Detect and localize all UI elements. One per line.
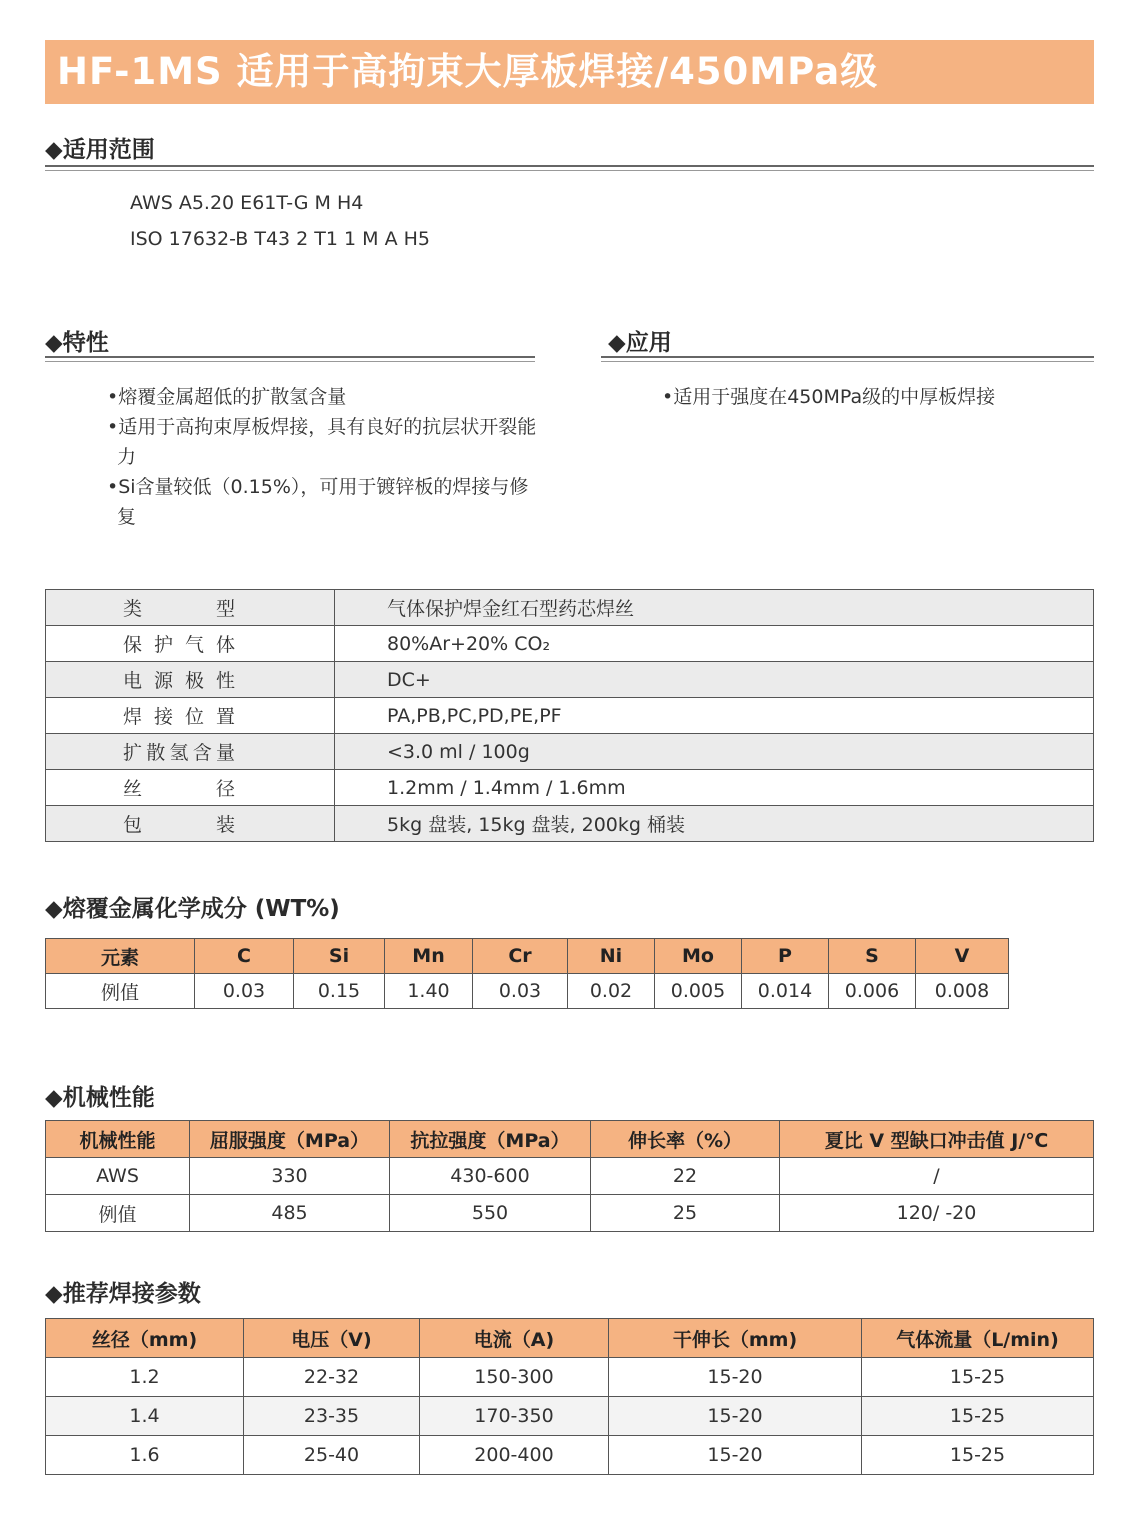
spec-value: 5kg 盘装, 15kg 盘装, 200kg 桶装 — [335, 806, 1094, 842]
table-cell: 1.40 — [385, 974, 473, 1009]
table-cell: 170-350 — [420, 1397, 609, 1436]
table-header: 干伸长（mm) — [609, 1319, 862, 1358]
spec-label: 丝径 — [123, 778, 235, 800]
chemical-table — [45, 938, 1009, 1009]
table-header: P — [742, 939, 829, 974]
table-cell: 0.008 — [916, 974, 1009, 1009]
spec-value: <3.0 ml / 100g — [335, 734, 1094, 770]
application-item: •适用于强度在450MPa级的中厚板焊接 — [662, 386, 996, 408]
spec-row — [46, 770, 1094, 806]
scope-heading: ◆适用范围 — [45, 137, 155, 163]
table-cell: 15-25 — [862, 1358, 1094, 1397]
application-list — [662, 382, 1092, 412]
table-header-row — [46, 1319, 1094, 1358]
spec-label: 包装 — [123, 814, 235, 836]
table-header: Ni — [568, 939, 655, 974]
table-header: 机械性能 — [46, 1121, 190, 1158]
spec-row — [46, 698, 1094, 734]
spec-label: 焊接位置 — [123, 706, 235, 728]
table-cell: 15-20 — [609, 1397, 862, 1436]
spec-row — [46, 662, 1094, 698]
table-header-row — [46, 939, 1009, 974]
table-header: 屈服强度（MPa） — [190, 1121, 390, 1158]
spec-value: 80%Ar+20% CO₂ — [335, 626, 1094, 662]
table-header: 元素 — [46, 939, 195, 974]
table-row — [46, 1158, 1094, 1195]
spec-row — [46, 626, 1094, 662]
table-cell: 15-20 — [609, 1358, 862, 1397]
spec-label: 扩散氢含量 — [123, 742, 235, 764]
table-header: Mn — [385, 939, 473, 974]
table-cell: 0.006 — [829, 974, 916, 1009]
features-heading: ◆特性 — [45, 330, 109, 356]
table-header: 抗拉强度（MPa） — [390, 1121, 591, 1158]
table-cell: 0.15 — [294, 974, 385, 1009]
table-header: V — [916, 939, 1009, 974]
table-cell: 485 — [190, 1195, 390, 1232]
table-cell: 22 — [591, 1158, 780, 1195]
spec-label: 保护气体 — [123, 634, 235, 656]
spec-label: 电源极性 — [123, 670, 235, 692]
spec-value: 1.2mm / 1.4mm / 1.6mm — [335, 770, 1094, 806]
spec-value: DC+ — [335, 662, 1094, 698]
spec-label: 类型 — [123, 598, 235, 620]
table-cell: 25 — [591, 1195, 780, 1232]
table-cell: 1.2 — [46, 1358, 244, 1397]
spec-row — [46, 590, 1094, 626]
table-cell: 15-25 — [862, 1397, 1094, 1436]
welding-heading: ◆推荐焊接参数 — [45, 1281, 201, 1307]
feature-item: •适用于高拘束厚板焊接，具有良好的抗层状开裂能力 — [107, 416, 537, 468]
table-cell: 0.03 — [473, 974, 568, 1009]
spec-value: PA,PB,PC,PD,PE,PF — [335, 698, 1094, 734]
table-cell: 例值 — [46, 974, 195, 1009]
mechanical-heading: ◆机械性能 — [45, 1085, 155, 1111]
table-cell: 150-300 — [420, 1358, 609, 1397]
table-header: S — [829, 939, 916, 974]
spec-row — [46, 734, 1094, 770]
table-row — [46, 1195, 1094, 1232]
features-list — [107, 382, 542, 532]
table-header: Cr — [473, 939, 568, 974]
table-cell: 120/ -20 — [780, 1195, 1094, 1232]
scope-line: AWS A5.20 E61T-G M H4 — [130, 192, 364, 214]
table-cell: 0.02 — [568, 974, 655, 1009]
application-divider — [601, 356, 1094, 362]
table-header: 丝径（mm) — [46, 1319, 244, 1358]
table-header: Si — [294, 939, 385, 974]
feature-item: •Si含量较低（0.15%），可用于镀锌板的焊接与修复 — [107, 476, 529, 528]
scope-line: ISO 17632-B T43 2 T1 1 M A H5 — [130, 228, 431, 250]
table-cell: 0.005 — [655, 974, 742, 1009]
table-cell: 15-20 — [609, 1436, 862, 1475]
table-header: C — [195, 939, 294, 974]
table-cell: 15-25 — [862, 1436, 1094, 1475]
table-header: Mo — [655, 939, 742, 974]
table-cell: AWS — [46, 1158, 190, 1195]
application-heading: ◆应用 — [608, 330, 672, 356]
features-divider — [45, 356, 535, 362]
table-cell: 25-40 — [244, 1436, 420, 1475]
table-cell: 550 — [390, 1195, 591, 1232]
page-title: HF-1MS 适用于高拘束大厚板焊接/450MPa级 — [45, 40, 1094, 104]
table-header: 伸长率（%） — [591, 1121, 780, 1158]
spec-table — [45, 589, 1094, 842]
table-header-row — [46, 1121, 1094, 1158]
table-row — [46, 974, 1009, 1009]
scope-divider — [45, 165, 1094, 171]
table-cell: 430-600 — [390, 1158, 591, 1195]
table-row — [46, 1397, 1094, 1436]
spec-value: 气体保护焊金红石型药芯焊丝 — [335, 590, 1094, 626]
chemical-heading: ◆熔覆金属化学成分 (WT%) — [45, 896, 340, 922]
table-header: 气体流量（L/min) — [862, 1319, 1094, 1358]
table-row — [46, 1436, 1094, 1475]
table-cell: 例值 — [46, 1195, 190, 1232]
mechanical-table — [45, 1120, 1094, 1232]
table-header: 夏比 V 型缺口冲击值 J/℃ — [780, 1121, 1094, 1158]
table-cell: 0.014 — [742, 974, 829, 1009]
table-header: 电流（A) — [420, 1319, 609, 1358]
table-cell: 23-35 — [244, 1397, 420, 1436]
table-header: 电压（V) — [244, 1319, 420, 1358]
table-cell: 330 — [190, 1158, 390, 1195]
spec-row — [46, 806, 1094, 842]
table-row — [46, 1358, 1094, 1397]
table-cell: 1.4 — [46, 1397, 244, 1436]
table-cell: 200-400 — [420, 1436, 609, 1475]
welding-table — [45, 1318, 1094, 1475]
table-cell: 1.6 — [46, 1436, 244, 1475]
table-cell: / — [780, 1158, 1094, 1195]
table-cell: 0.03 — [195, 974, 294, 1009]
table-cell: 22-32 — [244, 1358, 420, 1397]
feature-item: •熔覆金属超低的扩散氢含量 — [107, 386, 347, 408]
